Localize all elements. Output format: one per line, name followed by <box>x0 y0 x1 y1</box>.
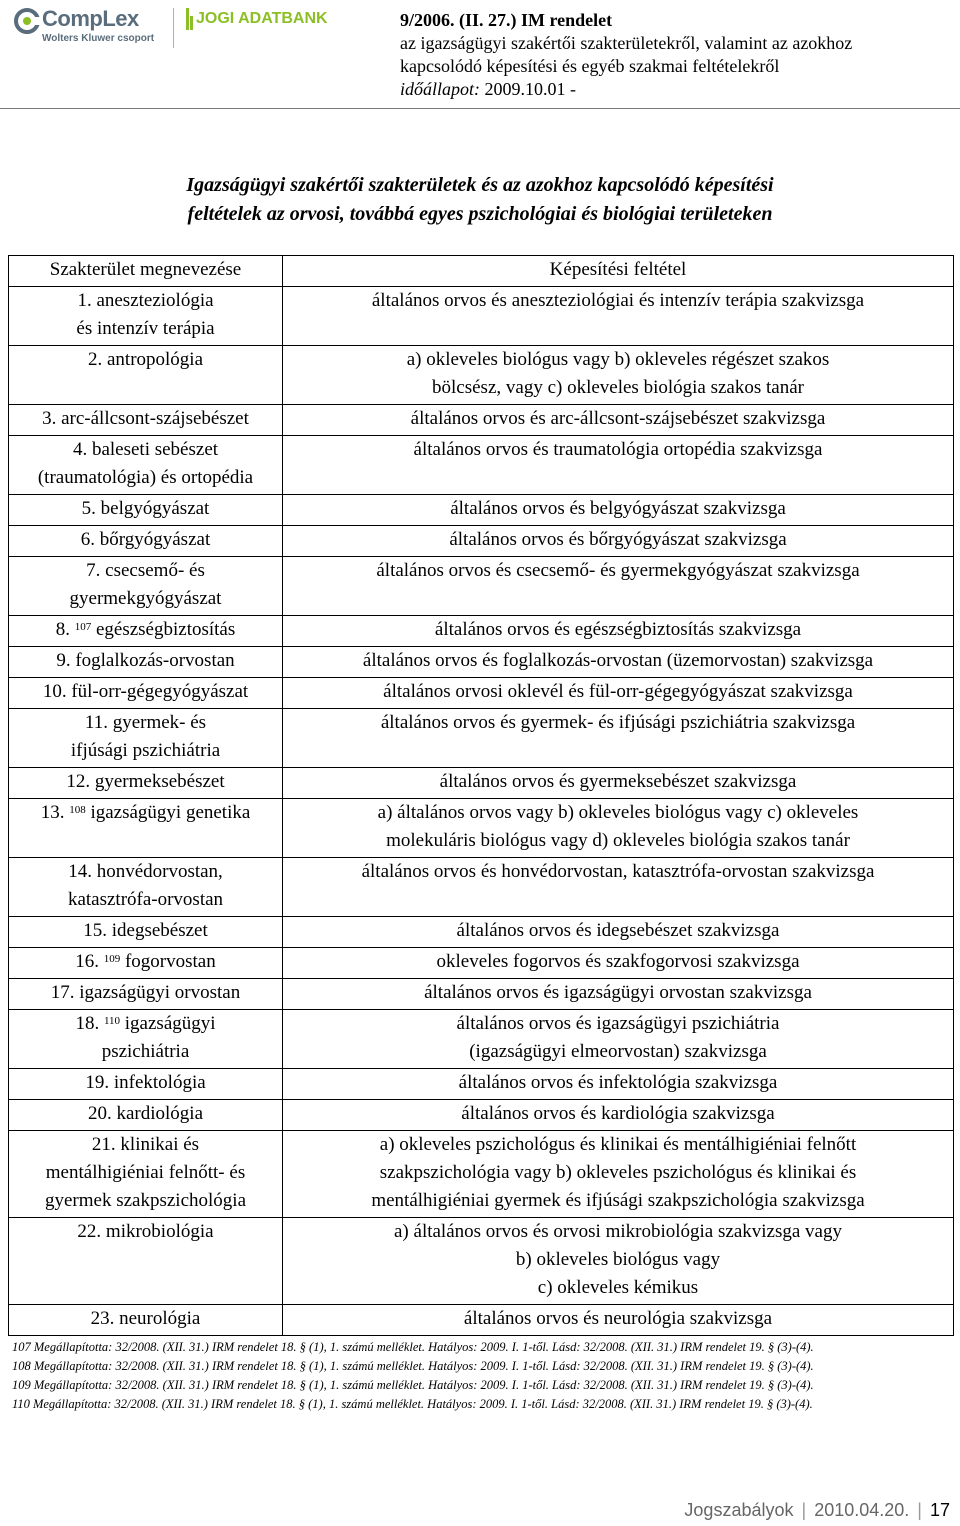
time-state-value: 2009.10.01 - <box>484 79 576 99</box>
field-name-cell: 3. arc-állcsont-szájsebészet <box>9 405 283 436</box>
page-title-line-2: feltételek az orvosi, továbbá egyes pszichológiai és biológiai területeken <box>187 203 773 225</box>
field-name-cell: 22. mikrobiológia <box>9 1218 283 1305</box>
table-body <box>9 287 954 1336</box>
qualification-cell: általános orvos és honvédorvostan, katasztrófa-orvostan szakvizsga <box>283 858 954 917</box>
footer-source: Jogszabályok <box>684 1500 794 1520</box>
qualification-cell: általános orvos és bőrgyógyászat szakvizsga <box>283 526 954 557</box>
table-row <box>9 436 954 495</box>
qualification-cell: okleveles fogorvos és szakfogorvosi szakvizsga <box>283 948 954 979</box>
field-name-cell: 14. honvédorvostan, katasztrófa-orvostan <box>9 858 283 917</box>
footnote: 108 Megállapította: 32/2008. (XII. 31.) IRM rendelet 18. § (1), 1. számú melléklet. Hatályos: 2009. I. 1-től. Lásd: 32/2008. (XII. 31.) IRM rendelet 19. § (3)-(4). <box>12 1359 814 1373</box>
table-row <box>9 709 954 768</box>
qualification-cell: általános orvos és belgyógyászat szakvizsga <box>283 495 954 526</box>
footnotes <box>12 1338 942 1414</box>
regulation-title-line-1: az igazságügyi szakértői szakterületekről, valamint az azokhoz <box>400 33 853 53</box>
field-name-cell: 11. gyermek- és ifjúsági pszichiátria <box>9 709 283 768</box>
regulation-info <box>400 9 852 101</box>
qualification-cell: általános orvos és gyermek- és ifjúsági pszichiátria szakvizsga <box>283 709 954 768</box>
table-row <box>9 405 954 436</box>
field-name-cell: 2. antropológia <box>9 346 283 405</box>
table-row <box>9 678 954 709</box>
time-state <box>400 78 852 101</box>
field-name-cell: 12. gyermeksebészet <box>9 768 283 799</box>
field-name-cell: 4. baleseti sebészet (traumatológia) és ortopédia <box>9 436 283 495</box>
table-row <box>9 526 954 557</box>
qualification-cell: a) általános orvos és orvosi mikrobiológia szakvizsga vagy b) okleveles biológus vagy c) okleveles kémikus <box>283 1218 954 1305</box>
table-row <box>9 917 954 948</box>
table-row <box>9 557 954 616</box>
table-row <box>9 616 954 647</box>
table-row <box>9 799 954 858</box>
qualification-cell: általános orvos és igazságügyi pszichiátria (igazságügyi elmeorvostan) szakvizsga <box>283 1010 954 1069</box>
table-row <box>9 287 954 346</box>
table-row <box>9 1010 954 1069</box>
qualification-cell: általános orvos és idegsebészet szakvizsga <box>283 917 954 948</box>
complex-logo-name: CompLex <box>42 6 139 31</box>
footnote: 110 Megállapította: 32/2008. (XII. 31.) IRM rendelet 18. § (1), 1. számú melléklet. Hatályos: 2009. I. 1-től. Lásd: 32/2008. (XII. 31.) IRM rendelet 19. § (3)-(4). <box>12 1397 813 1411</box>
jogi-adatbank-logo-text: JOGI ADATBANK <box>196 10 328 27</box>
qualification-cell: általános orvos és kardiológia szakvizsga <box>283 1100 954 1131</box>
field-name-cell: 9. foglalkozás-orvostan <box>9 647 283 678</box>
column-header-qualification: Képesítési feltétel <box>283 256 954 287</box>
table-row <box>9 858 954 917</box>
field-name-cell: 6. bőrgyógyászat <box>9 526 283 557</box>
field-name-cell: 5. belgyógyászat <box>9 495 283 526</box>
table-row <box>9 1218 954 1305</box>
complex-logo-subtitle: Wolters Kluwer csoport <box>42 33 155 44</box>
field-name-cell: 10. fül-orr-gégegyógyászat <box>9 678 283 709</box>
specialty-table <box>8 255 954 1336</box>
field-name-cell: 19. infektológia <box>9 1069 283 1100</box>
time-state-label: időállapot: <box>400 79 480 99</box>
field-name-cell: 15. idegsebészet <box>9 917 283 948</box>
table-row <box>9 1100 954 1131</box>
field-name-cell: 8. $^{107}$ egészségbiztosítás <box>9 616 283 647</box>
footnote-ref: 107 <box>74 621 92 633</box>
qualification-cell: általános orvos és arc-állcsont-szájsebészet szakvizsga <box>283 405 954 436</box>
footer-date: 2010.04.20. <box>814 1500 910 1520</box>
table-row <box>9 979 954 1010</box>
table-row <box>9 768 954 799</box>
field-name-cell: 13. $^{108}$ igazságügyi genetika <box>9 799 283 858</box>
table-row <box>9 1131 954 1218</box>
column-header-field: Szakterület megnevezése <box>9 256 283 287</box>
field-name-cell: 21. klinikai és mentálhigiéniai felnőtt- és gyermek szakpszichológia <box>9 1131 283 1218</box>
table-row <box>9 647 954 678</box>
footnote-ref: 109 <box>103 953 121 965</box>
qualification-cell: általános orvos és traumatológia ortopédia szakvizsga <box>283 436 954 495</box>
document-header <box>0 0 960 109</box>
qualification-cell: általános orvos és aneszteziológiai és intenzív terápia szakvizsga <box>283 287 954 346</box>
regulation-title-line-2: kapcsolódó képesítési és egyéb szakmai feltételekről <box>400 56 780 76</box>
complex-logo <box>14 6 164 50</box>
qualification-cell: a) okleveles biológus vagy b) okleveles régészet szakos bölcsész, vagy c) okleveles biológia szakos tanár <box>283 346 954 405</box>
footnote-ref: 110 <box>103 1015 121 1027</box>
table-header-row <box>9 256 954 287</box>
qualification-cell: általános orvos és csecsemő- és gyermekgyógyászat szakvizsga <box>283 557 954 616</box>
footnote-ref: 108 <box>69 804 86 816</box>
table-row <box>9 495 954 526</box>
page-footer: Jogszabályok | 2010.04.20. | 17 <box>684 1500 950 1520</box>
field-name-cell: 18. $^{110}$ igazságügyi pszichiátria <box>9 1010 283 1069</box>
table-row <box>9 1305 954 1336</box>
field-name-cell: 17. igazságügyi orvostan <box>9 979 283 1010</box>
jogi-adatbank-mark-icon <box>186 8 194 30</box>
qualification-cell: a) okleveles pszichológus és klinikai és mentálhigiéniai felnőtt szakpszichológia vagy b) okleveles pszichológus és klinikai és mentálhigiéniai gyermek és ifjúsági szakpszichológia szakvizsga <box>283 1131 954 1218</box>
qualification-cell: általános orvos és egészségbiztosítás szakvizsga <box>283 616 954 647</box>
footnote: 109 Megállapította: 32/2008. (XII. 31.) IRM rendelet 18. § (1), 1. számú melléklet. Hatályos: 2009. I. 1-től. Lásd: 32/2008. (XII. 31.) IRM rendelet 19. § (3)-(4). <box>12 1378 814 1392</box>
table-row <box>9 346 954 405</box>
page-title <box>120 171 840 229</box>
qualification-cell: a) általános orvos vagy b) okleveles biológus vagy c) okleveles molekuláris biológus vagy d) okleveles biológia szakos tanár <box>283 799 954 858</box>
footnote: 107 Megállapította: 32/2008. (XII. 31.) IRM rendelet 18. § (1), 1. számú melléklet. Hatályos: 2009. I. 1-től. Lásd: 32/2008. (XII. 31.) IRM rendelet 19. § (3)-(4). <box>12 1340 814 1354</box>
table-row <box>9 948 954 979</box>
qualification-cell: általános orvosi oklevél és fül-orr-gégegyógyászat szakvizsga <box>283 678 954 709</box>
field-name-cell: 20. kardiológia <box>9 1100 283 1131</box>
field-name-cell: 16. $^{109}$ fogorvostan <box>9 948 283 979</box>
regulation-number: 9/2006. (II. 27.) IM rendelet <box>400 10 613 30</box>
table-row <box>9 1069 954 1100</box>
qualification-cell: általános orvos és gyermeksebészet szakvizsga <box>283 768 954 799</box>
header-divider <box>173 8 174 48</box>
field-name-cell: 1. aneszteziológia és intenzív terápia <box>9 287 283 346</box>
qualification-cell: általános orvos és infektológia szakvizsga <box>283 1069 954 1100</box>
field-name-cell: 7. csecsemő- és gyermekgyógyászat <box>9 557 283 616</box>
field-name-cell: 23. neurológia <box>9 1305 283 1336</box>
qualification-cell: általános orvos és foglalkozás-orvostan (üzemorvostan) szakvizsga <box>283 647 954 678</box>
complex-logo-icon <box>14 8 40 34</box>
page-title-line-1: Igazságügyi szakértői szakterületek és az azokhoz kapcsolódó képesítési <box>186 174 774 196</box>
qualification-cell: általános orvos és igazságügyi orvostan szakvizsga <box>283 979 954 1010</box>
page-number: 17 <box>929 1500 950 1520</box>
qualification-cell: általános orvos és neurológia szakvizsga <box>283 1305 954 1336</box>
